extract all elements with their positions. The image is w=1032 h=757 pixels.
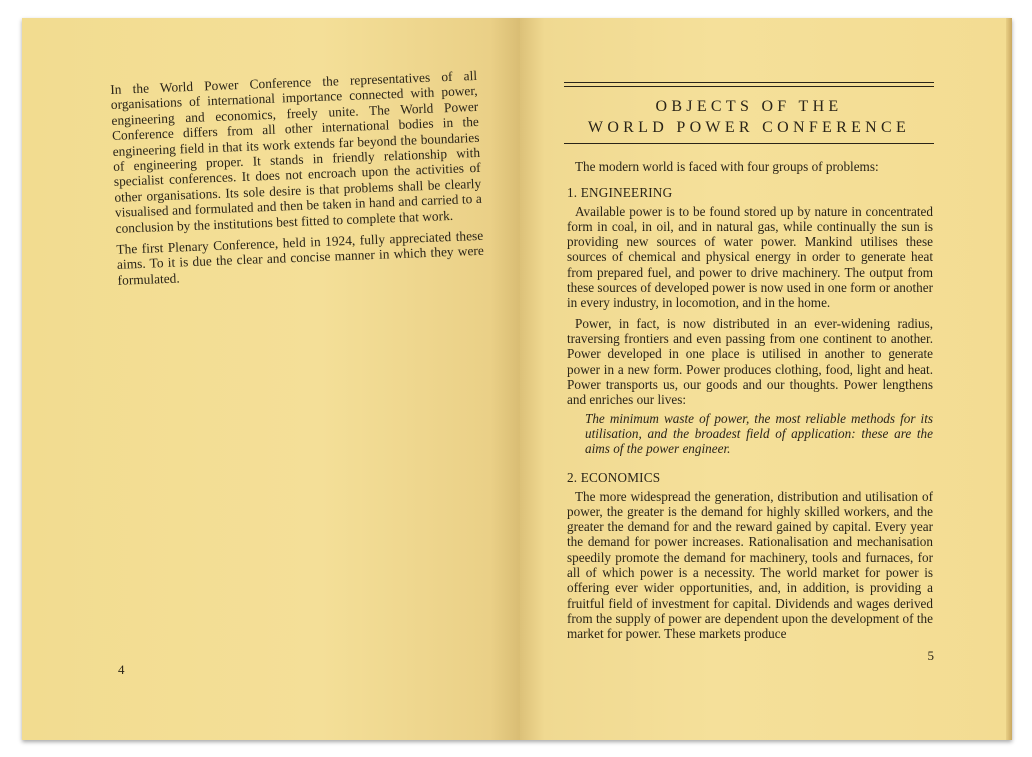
economics-paragraph: The more widespread the generation, distribution and utilisation of power, the greater is the demand for highly skilled workers, and the greater the demand for and the reward gained by capital. Every year the demand for power increases. Rationalisation and mechanisation speedily promote the demand for machinery, tools and furnaces, for all of which power is a necessity. The world market for power is offering ever wider opportunities, and, in addition, is providing a fruitful field of investment for capital. Dividends and wages derived from the supply of power are dependent upon the development of the market for power. These markets produce xyxy=(567,488,933,642)
title-top-rule xyxy=(564,82,934,87)
engineering-paragraph-1: Available power is to be found stored up by nature in concentrated form in coal, in oil, and in natural gas, while continually the sun is providing new sources of water power. Mankind utilises these sources of chemical and physical energy in order to generate heat from prepared fuel, and power to drive machinery. The output from these sources of developed power is now used in one form or another in every industry, in locomotion, and in the home. xyxy=(567,203,933,311)
title-line-1: OBJECTS OF THE xyxy=(655,98,843,115)
booklet-spread xyxy=(22,18,1012,740)
page-number-right: 5 xyxy=(927,648,934,663)
left-page-text xyxy=(110,68,485,294)
title-line-2: WORLD POWER CONFERENCE xyxy=(587,119,911,136)
aims-quote: The minimum waste of power, the most reliable methods for its utilisation, and the broadest field of application: these are the aims of the power engineer. xyxy=(585,411,933,456)
title-bottom-rule xyxy=(564,143,934,144)
page-title xyxy=(564,96,934,138)
section-heading-economics: 2. ECONOMICS xyxy=(567,470,661,486)
right-page-text xyxy=(567,159,933,642)
intro-text: The modern world is faced with four groups of problems: xyxy=(575,159,879,174)
left-paragraph-1: In the World Power Conference the representatives of all organisations of international importance connected with power, engineering and economics, freely unite. The World Power Conference differs from all other international bodies in the engineering field in that its work extends far beyond the boundaries of engineering proper. It stands in friendly relationship with specialist conferences. It does not encroach upon the activities of other organisations. Its sole desire is that problems shall be clearly visualised and formulated and then be taken in hand and carried to a conclusion by the institutions best fitted to complete that work. xyxy=(110,67,483,236)
engineering-paragraph-2: Power, in fact, is now distributed in an ever-widening radius, traversing frontiers and even passing from one continent to another. Power developed in one place is utilised in another to generate power in a new form. Power produces clothing, food, light and heat. Power transports us, our goods and our thoughts. Power lengthens and enriches our lives: xyxy=(567,315,933,408)
section-heading-engineering: 1. ENGINEERING xyxy=(567,185,673,201)
right-page xyxy=(520,18,1012,740)
left-paragraph-2: The first Plenary Conference, held in 1924, fully appreciated these aims. To it is due the clear and concise manner in which they were formulated. xyxy=(116,227,485,288)
page-number-left: 4 xyxy=(118,662,125,677)
left-page xyxy=(22,18,520,740)
